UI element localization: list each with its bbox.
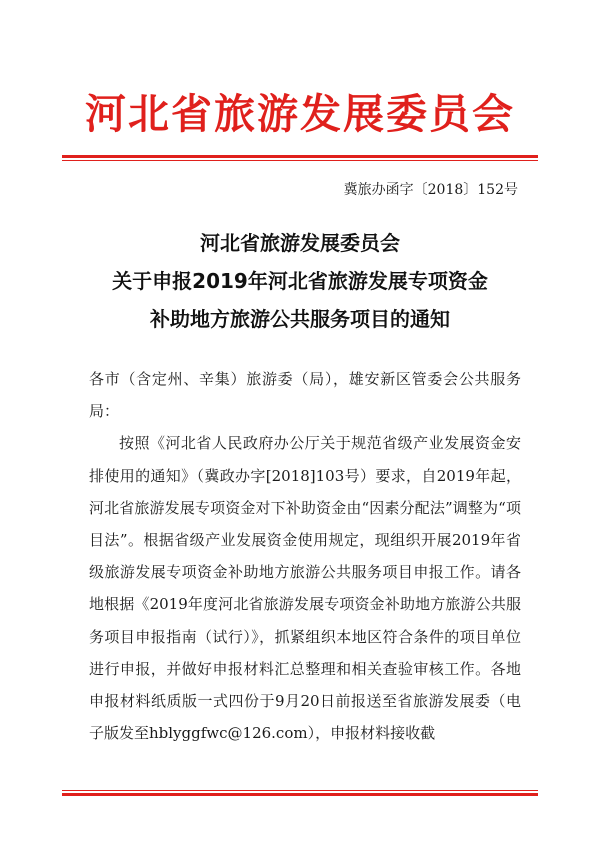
masthead-divider-thick [62, 155, 538, 158]
document-title [0, 224, 600, 338]
title-line-2: 关于申报2019年河北省旅游发展专项资金 [112, 269, 488, 293]
masthead-title: 河北省旅游发展委员会 [85, 90, 515, 138]
body-paragraph: 按照《河北省人民政府办公厅关于规范省级产业发展资金安排使用的通知》（冀政办字[2018]103号）要求，自2019年起，河北省旅游发展专项资金对下补助资金由“因素分配法”调整为“项目法”。根据省级产业发展资金使用规定，现组织开展2019年省级旅游发展专项资金补助地方旅游公共服务项目申报工作。请各地根据《2019年度河北省旅游发展专项资金补助地方旅游公共服务项目申报指南（试行）》，抓紧组织本地区符合条件的项目单位进行申报，并做好申报材料汇总整理和相关查验审核工作。各地申报材料纸质版一式四份于9月20日前报送至省旅游发展委（电子版发至hblyggfwc@126.com），申报材料接收截 [89, 434, 521, 743]
document-number: 冀旅办函字〔2018〕152号 [343, 182, 518, 198]
document-body [89, 363, 521, 749]
footer-divider-thin [62, 790, 538, 791]
title-line-1: 河北省旅游发展委员会 [200, 231, 400, 255]
salutation: 各市（含定州、辛集）旅游委（局），雄安新区管委会公共服务局： [89, 370, 521, 421]
masthead-divider-thin [62, 160, 538, 161]
footer-divider-thick [62, 793, 538, 796]
title-line-3: 补助地方旅游公共服务项目的通知 [150, 307, 450, 331]
